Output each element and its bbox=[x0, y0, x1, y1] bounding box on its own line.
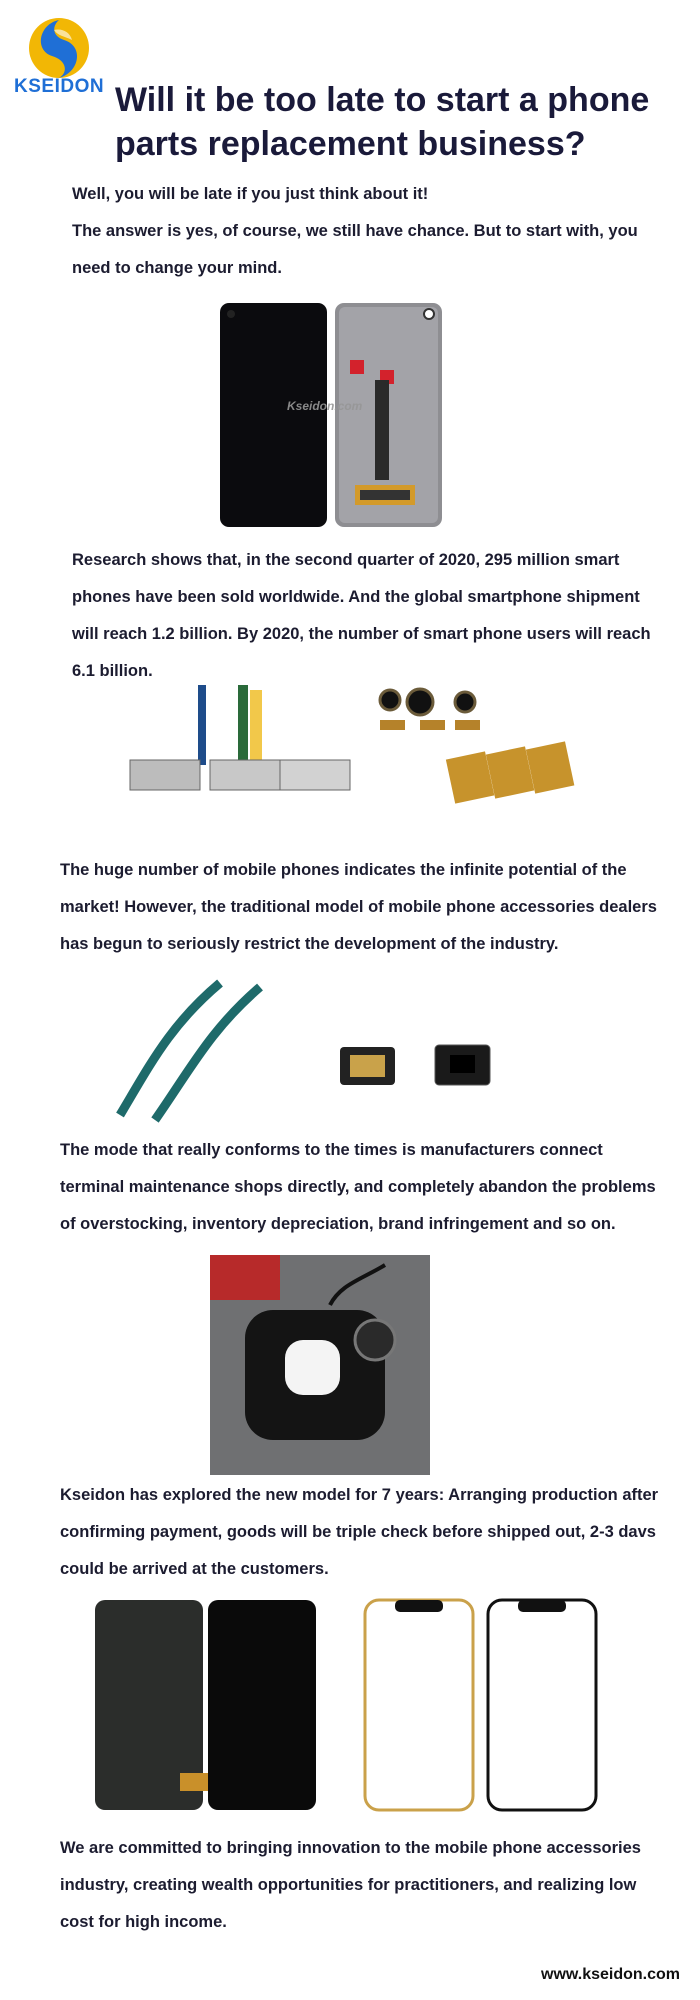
flex-cable-earpiece-image bbox=[100, 975, 500, 1125]
website-link[interactable]: www.kseidon.com bbox=[541, 1966, 680, 1983]
wireless-charger-image bbox=[210, 1255, 430, 1475]
model-paragraph: Kseidon has explored the new model for 7 years: Arranging production after confirming payment, goods will be triple check before shipped out, 2-3 davs could be arrived at the customers. bbox=[60, 1486, 659, 1578]
mode-paragraph: The mode that really conforms to the times is manufacturers connect terminal maintenance shops directly, and completely abandon the problems of overstocking, inventory depreciation, brand infringement and so on. bbox=[60, 1141, 656, 1233]
oled-screen-glass-image bbox=[90, 1595, 610, 1820]
commitment-paragraph: We are committed to bringing innovation to the mobile phone accessories industry, creating wealth opportunities for practitioners, and realizing low cost for high income. bbox=[60, 1839, 641, 1931]
intro-line-2: The answer is yes, of course, we still have chance. But to start with, you need to change your mind. bbox=[72, 222, 638, 277]
intro-line-1: Well, you will be late if you just think about it! bbox=[72, 185, 429, 203]
page-title: Will it be too late to start a phone parts replacement business? bbox=[115, 81, 650, 163]
market-paragraph: The huge number of mobile phones indicates the infinite potential of the market! However, the traditional model of mobile phone accessories dealers has begun to seriously restrict the development of the industry. bbox=[60, 861, 657, 953]
watermark: Kseidon.com bbox=[287, 399, 363, 413]
lcd-screen-image bbox=[215, 300, 445, 530]
charging-port-camera-image bbox=[120, 680, 590, 815]
research-paragraph: Research shows that, in the second quarter of 2020, 295 million smart phones have been sold worldwide. And the global smartphone shipment will reach 1.2 billion. By 2020, the number of smart phone users will reach 6.1 billion. bbox=[72, 551, 651, 680]
brand-name: KSEIDON bbox=[14, 76, 105, 97]
